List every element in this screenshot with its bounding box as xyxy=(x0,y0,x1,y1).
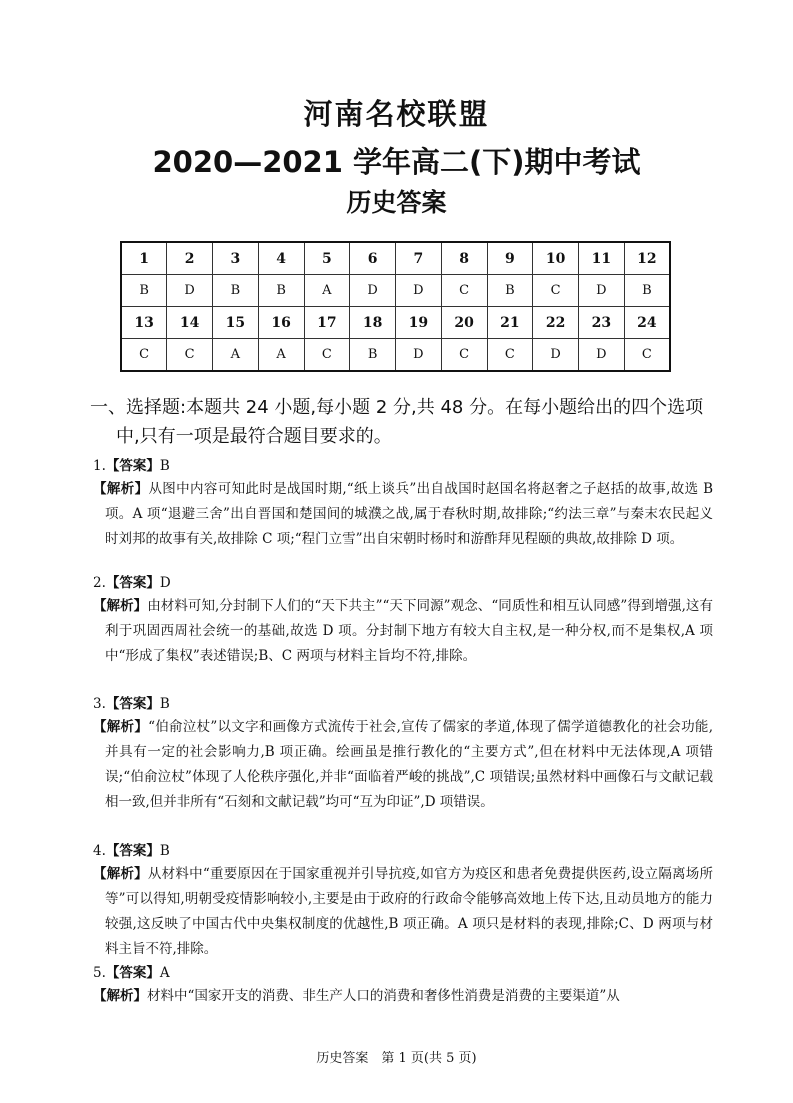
question-number-cell: 15 xyxy=(213,307,259,339)
explanation xyxy=(93,594,713,669)
question-number: 4. xyxy=(93,843,106,859)
answer-letter-cell: C xyxy=(121,339,167,372)
question-number-cell: 11 xyxy=(579,242,625,275)
school-union-title: 河南名校联盟 xyxy=(303,97,490,131)
question-number-cell: 22 xyxy=(533,307,579,339)
answer-letter-cell: B xyxy=(213,275,259,307)
answer-letter-cell: C xyxy=(533,275,579,307)
answer-line xyxy=(93,572,713,594)
question-number-cell: 18 xyxy=(350,307,396,339)
answer-letter-cell: B xyxy=(258,275,304,307)
answer-letter-row xyxy=(121,275,670,307)
answer-label: 【答案】 xyxy=(105,575,160,591)
question-number-cell: 23 xyxy=(579,307,625,339)
question-number: 5. xyxy=(93,965,106,981)
answer-letter-cell: C xyxy=(624,339,670,372)
answer-letter-cell: B xyxy=(624,275,670,307)
question-number-cell: 17 xyxy=(304,307,350,339)
section-heading-line1: 一、选择题:本题共 24 小题,每小题 2 分,共 48 分。在每小题给出的四个选项 xyxy=(90,397,704,418)
answer-letter-cell: D xyxy=(579,339,625,372)
answer-letter-cell: D xyxy=(579,275,625,307)
section-heading-line2: 中,只有一项是最符合题目要求的。 xyxy=(116,426,392,447)
question-number-row xyxy=(121,242,670,275)
explanation-label: 【解析】 xyxy=(93,598,148,614)
explanation-label: 【解析】 xyxy=(93,719,149,735)
exam-title: 2020—2021 学年高二(下)期中考试 xyxy=(152,145,641,179)
question-number-cell: 1 xyxy=(121,242,167,275)
question-number-cell: 12 xyxy=(624,242,670,275)
answer-letter-cell: C xyxy=(167,339,213,372)
answer-key-table xyxy=(120,241,671,372)
question-1 xyxy=(93,455,713,552)
answer-letter-cell: D xyxy=(350,275,396,307)
answer-value: B xyxy=(159,458,170,474)
answer-line xyxy=(93,840,713,862)
explanation xyxy=(93,477,713,552)
question-number-cell: 2 xyxy=(167,242,213,275)
explanation xyxy=(93,984,713,1009)
question-number-cell: 16 xyxy=(258,307,304,339)
explanation-text: “伯俞泣杖”以文字和画像方式流传于社会,宣传了儒家的孝道,体现了儒学道德教化的社会功能,并具有一定的社会影响力,B 项正确。绘画虽是推行教化的“主要方式”,但在材料中无法体现,A 项错误;“伯俞泣杖”体现了人伦秩序强化,并非“面临着严峻的挑战”,C 项错误;虽然材料中画像石与文献记载相一致,但并非所有“石刻和文献记载”均可“互为印证”,D 项错误。 xyxy=(105,719,713,810)
answer-letter-cell: A xyxy=(304,275,350,307)
answer-value: B xyxy=(159,843,170,859)
answer-letter-cell: D xyxy=(167,275,213,307)
question-number-cell: 14 xyxy=(167,307,213,339)
explanation-text: 从材料中“重要原因在于国家重视并引导抗疫,如官方为疫区和患者免费提供医药,设立隔离场所等”可以得知,明朝受疫情影响较小,主要是由于政府的行政命令能够高效地上传下达,且动员地方的能力较强,这反映了中国古代中央集权制度的优越性,B 项正确。A 项只是材料的表现,排除;C、D 两项与材料主旨不符,排除。 xyxy=(105,866,714,957)
answer-letter-cell: B xyxy=(487,275,533,307)
question-3 xyxy=(93,693,713,815)
answer-letter-cell: D xyxy=(396,275,442,307)
answer-letter-cell: C xyxy=(304,339,350,372)
explanation-text: 从图中内容可知此时是战国时期,“纸上谈兵”出自战国时赵国名将赵奢之子赵括的故事,故选 B 项。A 项“退避三舍”出自晋国和楚国间的城濮之战,属于春秋时期,故排除;“约法三章”与秦末农民起义时刘邦的故事有关,故排除 C 项;“程门立雪”出自宋朝时杨时和游酢拜见程颐的典故,故排除 D 项。 xyxy=(105,481,713,547)
question-number-cell: 24 xyxy=(624,307,670,339)
answer-letter-cell: D xyxy=(396,339,442,372)
answer-letter-cell: B xyxy=(121,275,167,307)
answer-line xyxy=(93,693,713,715)
question-number-cell: 10 xyxy=(533,242,579,275)
answer-letter-cell: B xyxy=(350,339,396,372)
question-2 xyxy=(93,572,713,669)
answer-letter-cell: C xyxy=(441,275,487,307)
question-number-cell: 20 xyxy=(441,307,487,339)
question-number: 3. xyxy=(93,696,106,712)
section-heading xyxy=(90,393,730,451)
explanation-label: 【解析】 xyxy=(93,988,147,1004)
answer-line xyxy=(93,455,713,477)
answer-value: B xyxy=(159,696,170,712)
answer-label: 【答案】 xyxy=(105,696,160,712)
question-5 xyxy=(93,962,713,1009)
answer-letter-cell: A xyxy=(213,339,259,372)
explanation xyxy=(93,862,713,962)
subject-answer-title: 历史答案 xyxy=(346,188,447,217)
answer-value: A xyxy=(159,965,170,981)
question-number-cell: 5 xyxy=(304,242,350,275)
answer-letter-cell: D xyxy=(533,339,579,372)
question-number: 2. xyxy=(93,575,106,591)
question-number: 1. xyxy=(93,458,106,474)
question-number-cell: 19 xyxy=(396,307,442,339)
answer-letter-cell: C xyxy=(441,339,487,372)
question-number-cell: 13 xyxy=(121,307,167,339)
answer-label: 【答案】 xyxy=(105,965,160,981)
answer-value: D xyxy=(159,575,171,591)
question-number-cell: 21 xyxy=(487,307,533,339)
answer-label: 【答案】 xyxy=(105,843,160,859)
question-number-cell: 9 xyxy=(487,242,533,275)
question-4 xyxy=(93,840,713,962)
answer-letter-row xyxy=(121,339,670,372)
answer-label: 【答案】 xyxy=(105,458,160,474)
question-number-cell: 3 xyxy=(213,242,259,275)
question-number-cell: 6 xyxy=(350,242,396,275)
explanation-label: 【解析】 xyxy=(93,481,149,497)
explanation-text: 材料中“国家开支的消费、非生产人口的消费和奢侈性消费是消费的主要渠道”从 xyxy=(147,988,620,1004)
answer-letter-cell: C xyxy=(487,339,533,372)
explanation-text: 由材料可知,分封制下人们的“天下共主”“天下同源”观念、“同质性和相互认同感”得到增强,这有利于巩固西周社会统一的基础,故选 D 项。分封制下地方有较大自主权,是一种分权,而不是集权,A 项中“形成了集权”表述错误;B、C 两项与材料主旨均不符,排除。 xyxy=(105,598,713,664)
question-number-row xyxy=(121,307,670,339)
page-footer: 历史答案 第 1 页(共 5 页) xyxy=(316,1051,477,1066)
answer-line xyxy=(93,962,713,984)
question-number-cell: 7 xyxy=(396,242,442,275)
question-number-cell: 8 xyxy=(441,242,487,275)
answer-letter-cell: A xyxy=(258,339,304,372)
question-number-cell: 4 xyxy=(258,242,304,275)
explanation-label: 【解析】 xyxy=(93,866,148,882)
explanation xyxy=(93,715,713,815)
